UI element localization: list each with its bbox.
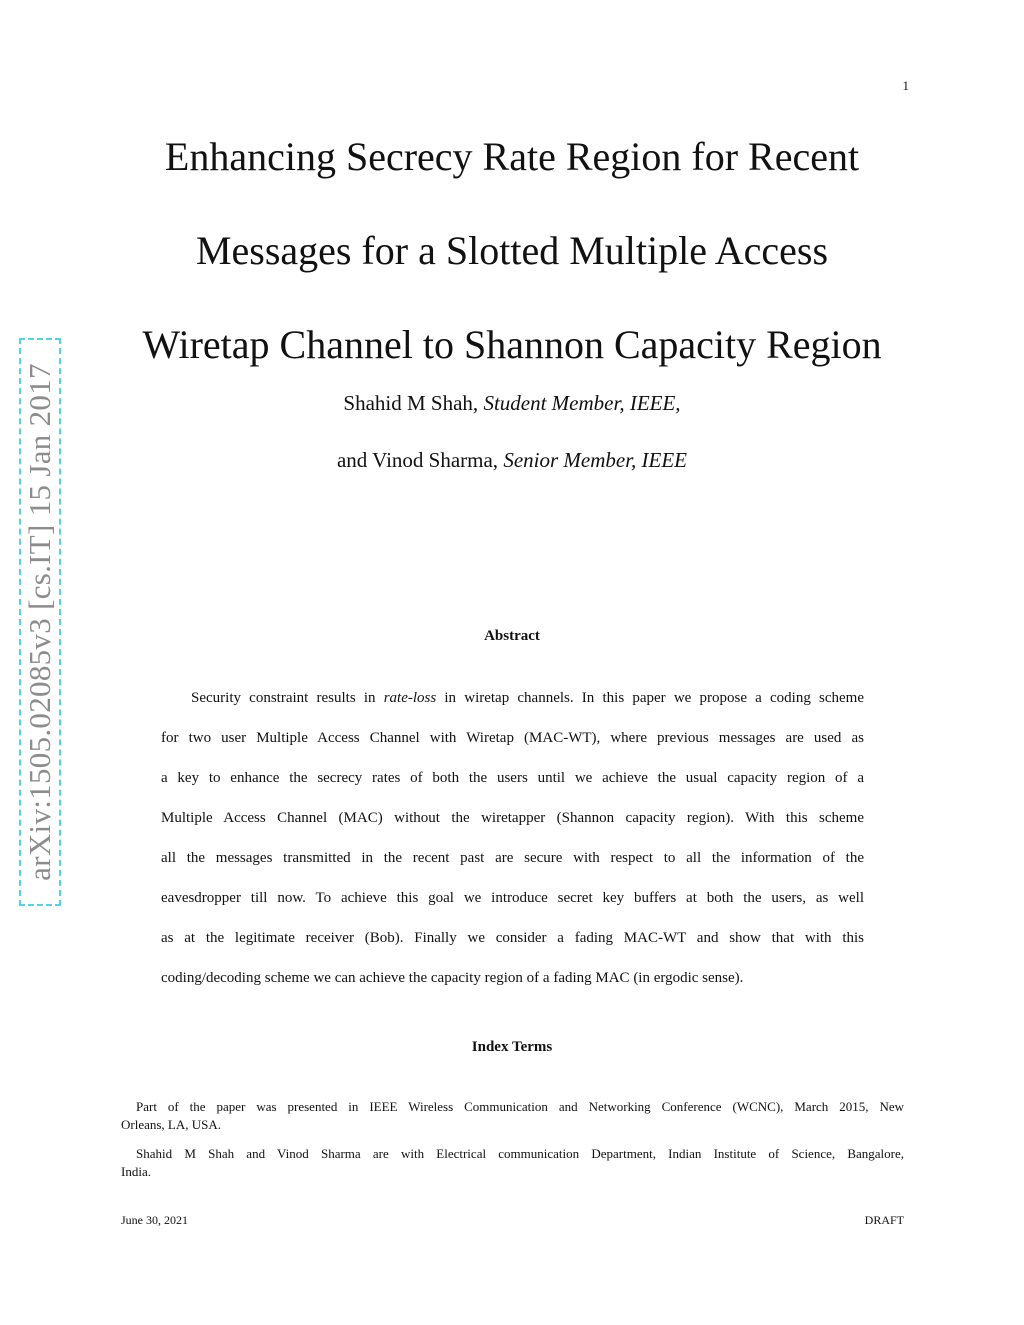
abstract-line: as at the legitimate receiver (Bob). Finally we consider a fading MAC-WT and show that with this — [161, 930, 864, 946]
arxiv-identifier-stamp — [19, 338, 61, 906]
abstract-line: Multiple Access Channel (MAC) without the wiretapper (Shannon capacity region). With this scheme — [161, 810, 864, 826]
footnote-line: Orleans, LA, USA. — [121, 1116, 222, 1132]
footnote-line: Shahid M Shah and Vinod Sharma are with Electrical communication Department, Indian Institute of Science, Bangalore, — [136, 1146, 904, 1161]
title-line-1: Enhancing Secrecy Rate Region for Recent — [164, 134, 860, 179]
title-line-2: Messages for a Slotted Multiple Access — [195, 228, 829, 273]
author-2-name: and Vinod Sharma, — [336, 448, 499, 472]
footer-draft-label: DRAFT — [864, 1213, 904, 1227]
author-line-2 — [110, 448, 914, 473]
abstract-line: a key to enhance the secrecy rates of both the users until we achieve the usual capacity region of a — [161, 770, 864, 786]
abstract-line: coding/decoding scheme we can achieve the capacity region of a fading MAC (in ergodic sense). — [161, 970, 744, 986]
abstract-heading: Abstract — [484, 628, 540, 644]
abstract-body — [161, 678, 864, 998]
abstract-line: eavesdropper till now. To achieve this goal we introduce secret key buffers at both the users, as well — [161, 890, 864, 906]
index-terms-heading: Index Terms — [471, 1039, 553, 1055]
abstract-line-1-post: in wiretap channels. In this paper we propose a coding scheme — [436, 690, 865, 706]
footer-date: June 30, 2021 — [121, 1213, 188, 1227]
abstract-line: for two user Multiple Access Channel with Wiretap (MAC-WT), where previous messages are used as — [161, 730, 864, 746]
page-number: 1 — [902, 78, 909, 93]
author-1-title: Student Member, IEEE, — [483, 391, 681, 415]
author-1-name: Shahid M Shah, — [343, 391, 479, 415]
title-line-3: Wiretap Channel to Shannon Capacity Region — [142, 322, 882, 367]
footnote-line: India. — [121, 1163, 151, 1179]
footnote-presentation — [121, 1098, 904, 1133]
paper-title — [110, 110, 914, 392]
footnote-line: Part of the paper was presented in IEEE Wireless Communication and Networking Conference (WCNC), March 2015, New — [136, 1099, 904, 1114]
abstract-line — [161, 678, 864, 718]
author-2-title: Senior Member, IEEE — [503, 448, 688, 472]
author-line-1 — [110, 391, 914, 416]
abstract-line-1-emphasis: rate-loss — [383, 690, 437, 706]
abstract-line: all the messages transmitted in the recent past are secure with respect to all the information of the — [161, 850, 864, 866]
arxiv-identifier-text: arXiv:1505.02085v3 [cs.IT] 15 Jan 2017 — [22, 363, 57, 881]
footnote-affiliation — [121, 1145, 904, 1180]
abstract-line-1-pre: Security constraint results in — [191, 690, 384, 706]
